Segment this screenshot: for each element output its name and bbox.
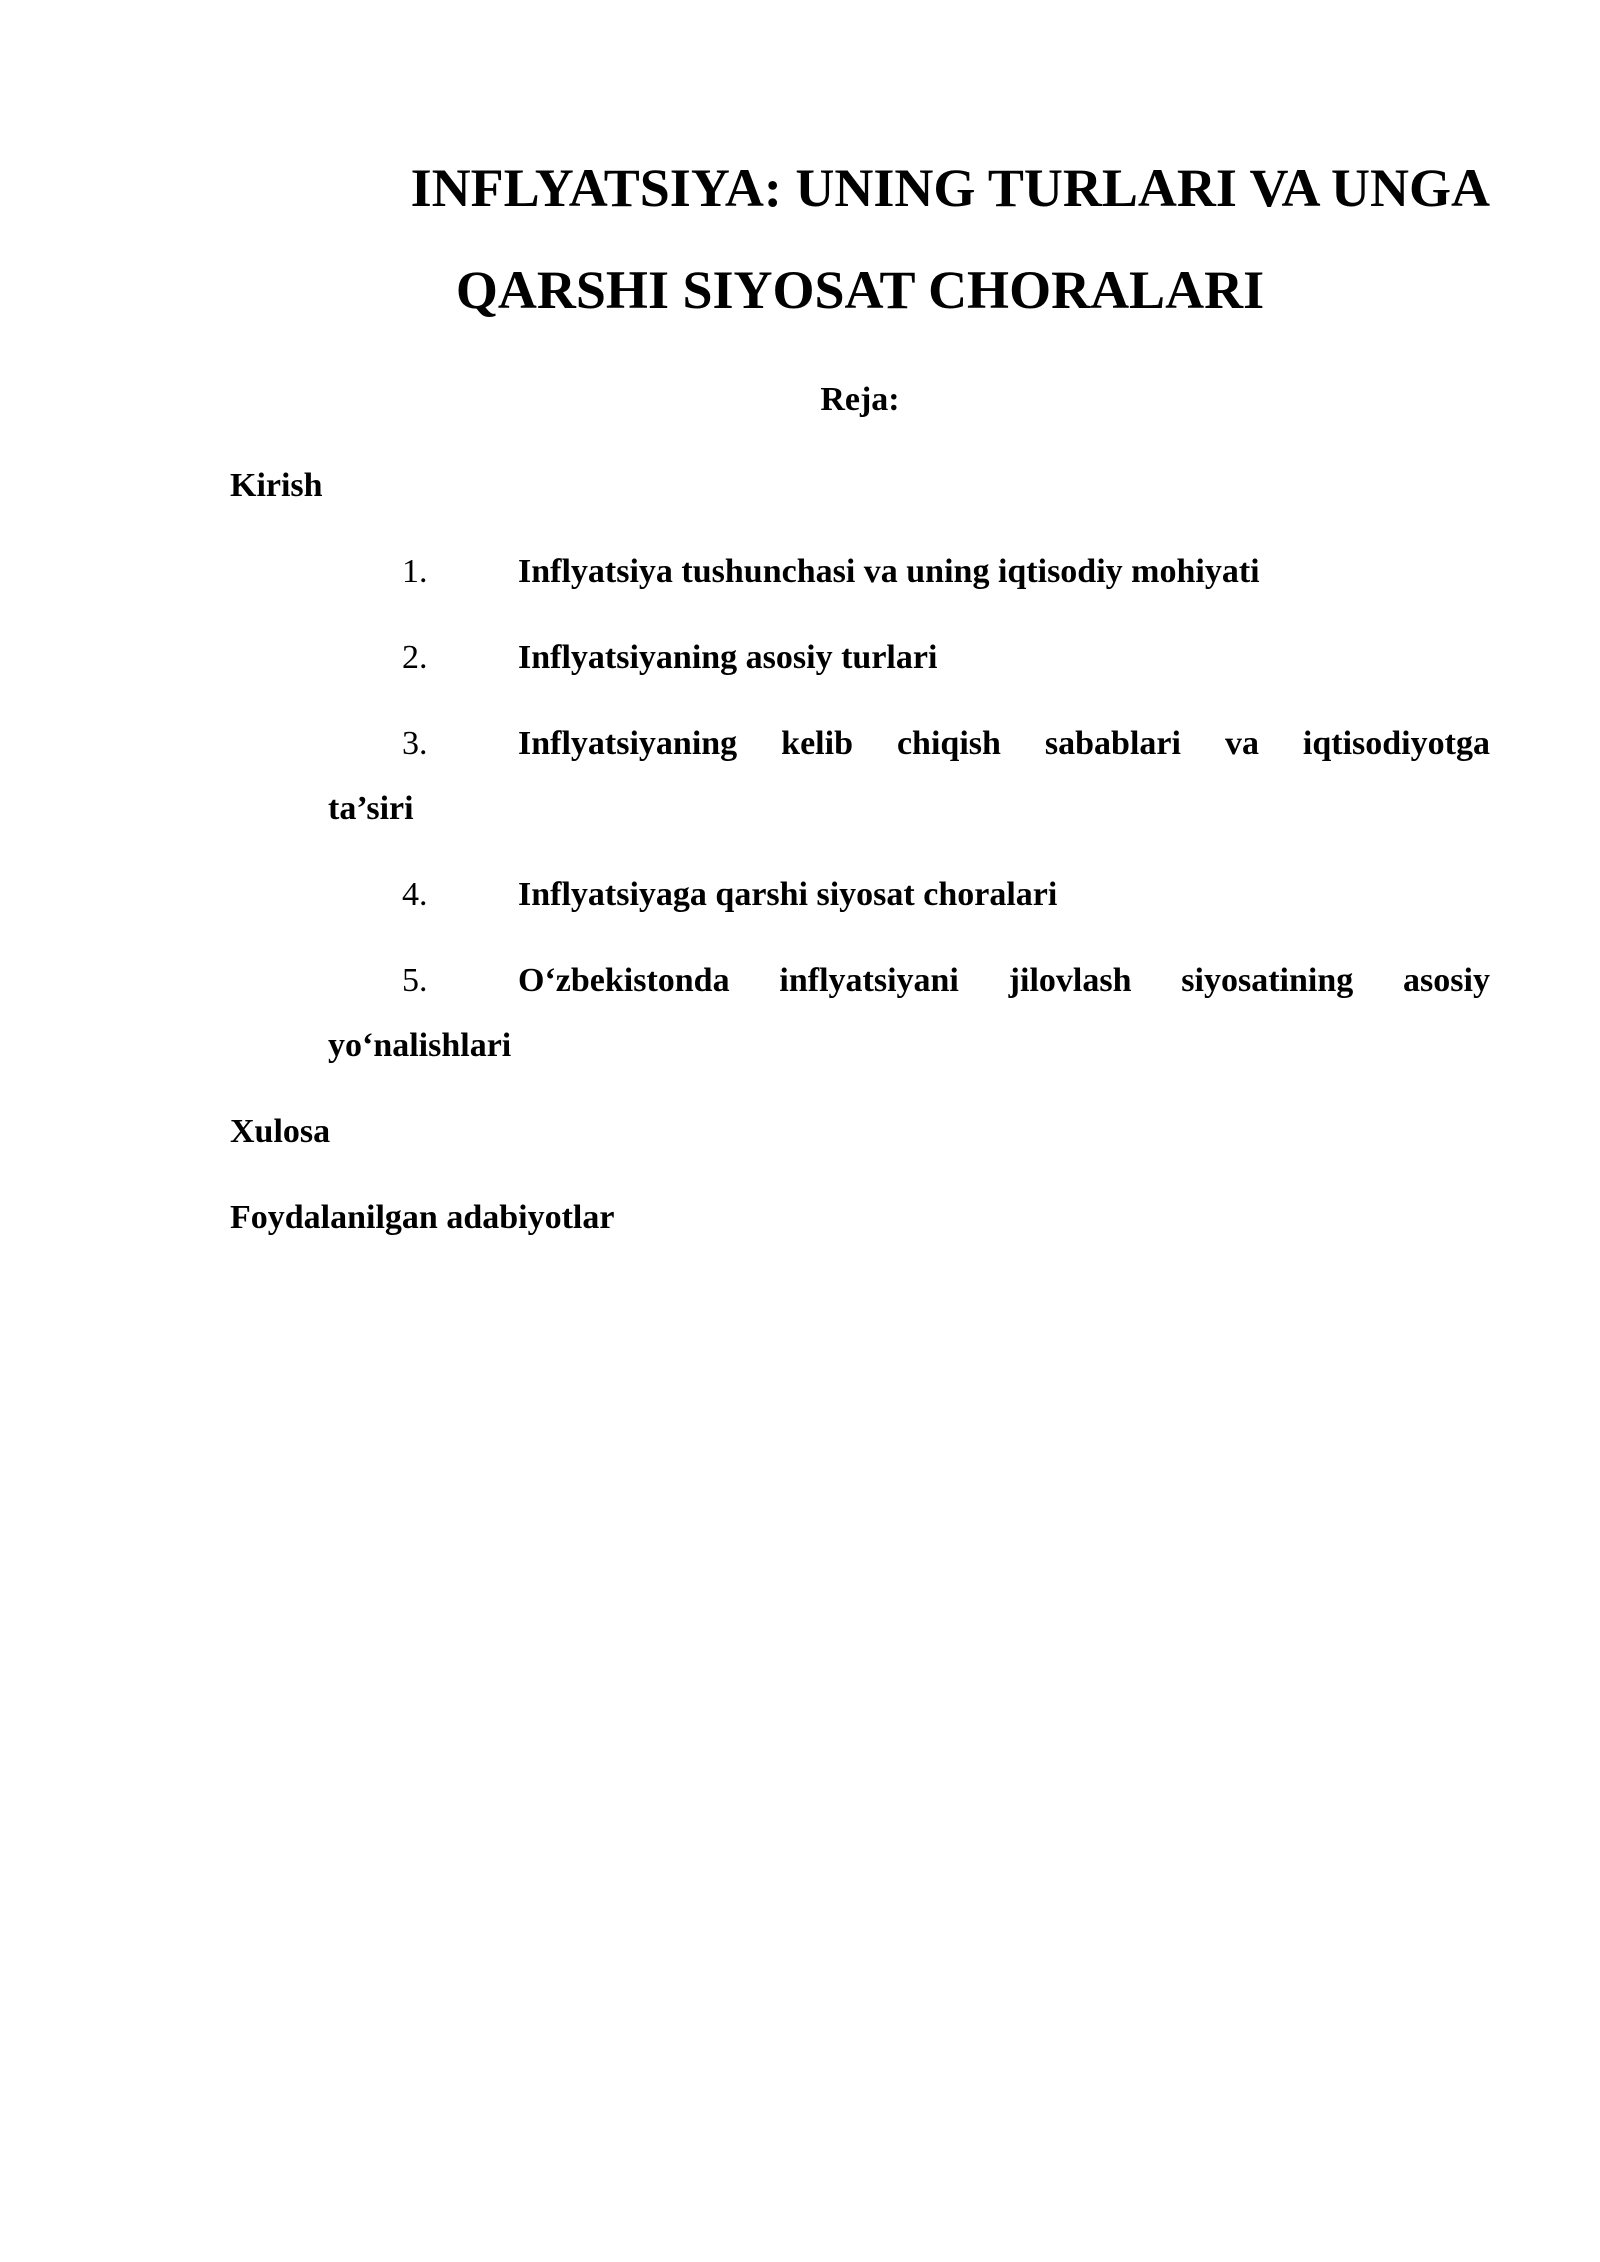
plan-item-number: 4. (402, 876, 428, 913)
plan-item-text: Inflyatsiyaga qarshi siyosat choralari (518, 876, 1058, 913)
plan-item-number: 2. (402, 639, 428, 676)
plan-item-word: kelib (781, 725, 853, 762)
plan-item-text: Inflyatsiya tushunchasi va uning iqtisodiy mohiyati (518, 553, 1260, 590)
document-title-line-1: INFLYATSIYA: UNING TURLARI VA UNGA (410, 158, 1490, 218)
plan-item-word: Inflyatsiyaning (518, 725, 738, 762)
references-heading: Foydalanilgan adabiyotlar (230, 1199, 615, 1236)
plan-item-text (518, 722, 1490, 766)
plan-item-word: iqtisodiyotga (1302, 725, 1490, 762)
plan-item-word: chiqish (896, 725, 1001, 762)
plan-item-word: inflyatsiyani (779, 962, 959, 999)
plan-item-3-continuation: ta’siri (328, 790, 414, 827)
plan-item-number: 3. (402, 725, 428, 762)
plan-item-word: sabablari (1044, 725, 1181, 762)
plan-item-word: va (1224, 725, 1259, 762)
intro-heading: Kirish (230, 467, 323, 504)
plan-item-word: asosiy (1403, 962, 1490, 999)
plan-item-text (518, 959, 1490, 1003)
plan-item-word: siyosatining (1181, 962, 1354, 999)
plan-item-number: 5. (402, 962, 428, 999)
plan-item-5-continuation: yo‘nalishlari (328, 1027, 512, 1064)
plan-item-word: jilovlash (1008, 962, 1132, 999)
conclusion-heading: Xulosa (230, 1113, 331, 1150)
plan-item-number: 1. (402, 553, 428, 590)
plan-item-word: O‘zbekistonda (518, 962, 730, 999)
plan-heading: Reja: (820, 381, 900, 418)
document-title-line-2: QARSHI SIYOSAT CHORALARI (455, 260, 1265, 320)
plan-item-text: Inflyatsiyaning asosiy turlari (518, 639, 938, 676)
